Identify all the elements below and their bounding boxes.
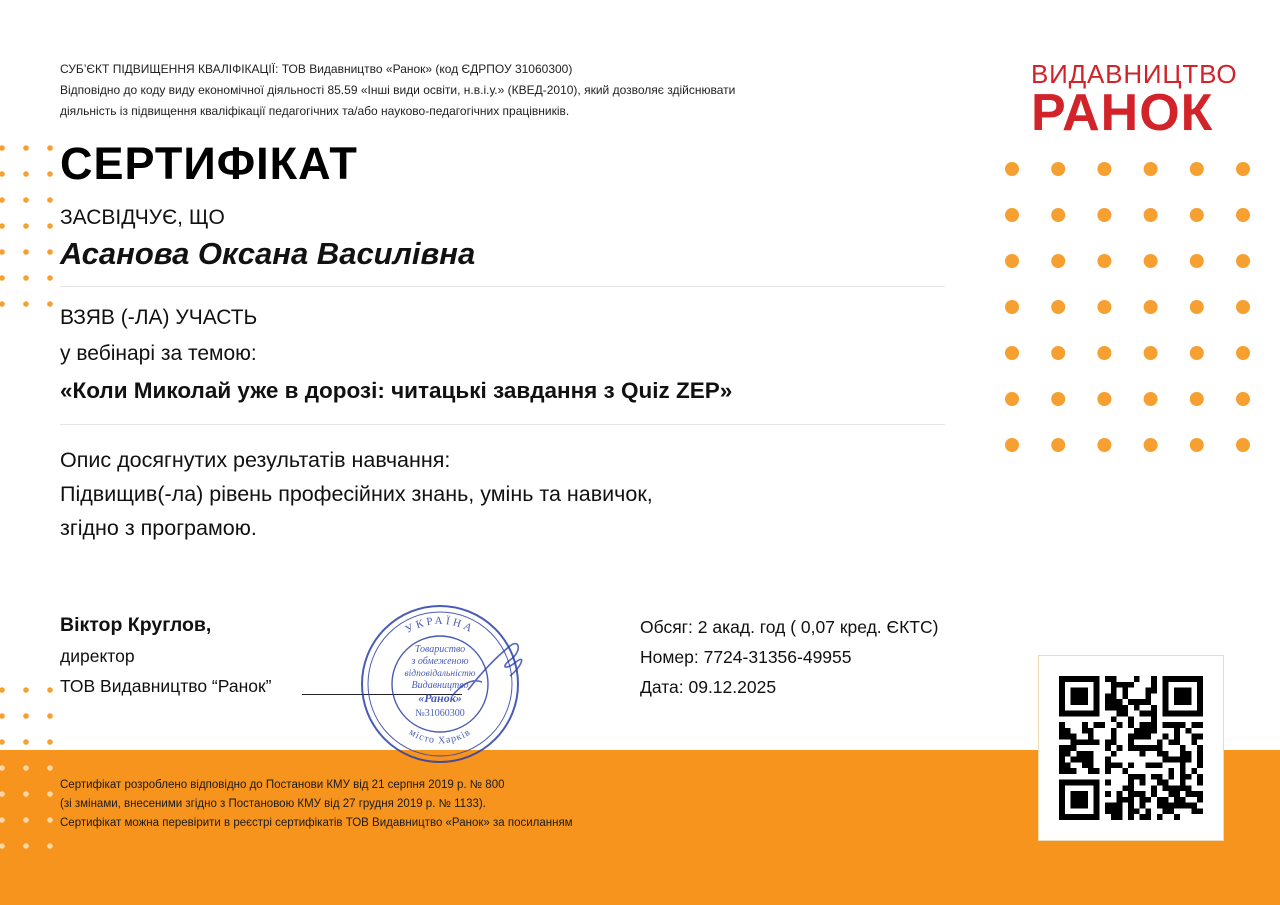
footer-line: Сертифікат можна перевірити в реєстрі сертифікатів ТОВ Видавництво «Ранок» за посиланням: [60, 817, 573, 829]
decorative-dot: [23, 249, 29, 255]
decorative-dot: [1236, 208, 1250, 222]
decorative-dot: [47, 223, 53, 229]
decorative-dot: [1051, 162, 1065, 176]
decorative-dot: [1190, 208, 1204, 222]
stamp-line: Товариство: [414, 644, 466, 655]
decorative-dot: [1005, 346, 1019, 360]
decorative-dot: [23, 223, 29, 229]
decorative-dot: [23, 197, 29, 203]
decorative-dot: [1051, 392, 1065, 406]
decorative-dot: [1144, 162, 1158, 176]
decorative-dot: [1190, 392, 1204, 406]
decorative-dot: [1005, 300, 1019, 314]
decorative-dot: [1190, 346, 1204, 360]
decorative-dot: [1051, 438, 1065, 452]
recipient-name: Асанова Оксана Василівна: [60, 236, 476, 271]
decorative-dot: [47, 249, 53, 255]
decorative-dot: [1051, 300, 1065, 314]
legal-line: діяльність із підвищення кваліфікації педагогічних та/або науково-педагогічних працівників.: [60, 104, 570, 118]
date-text: Дата: 09.12.2025: [640, 677, 777, 697]
decorative-dot: [47, 171, 53, 177]
publisher-logo: [1031, 59, 1238, 142]
stamp-line: Видавництво: [411, 680, 469, 691]
stamp-city-text: місто Харків: [407, 726, 473, 747]
decorative-dot: [1051, 208, 1065, 222]
decorative-dot: [0, 197, 5, 203]
decorative-dot: [1236, 162, 1250, 176]
certificate-details: [640, 612, 938, 702]
decorative-dot: [23, 301, 29, 307]
decorative-dot: [1097, 346, 1111, 360]
decorative-dot: [0, 687, 5, 693]
qr-code[interactable]: [1059, 676, 1203, 820]
signer-role: директор: [60, 646, 135, 666]
volume-text: Обсяг: 2 акад. год ( 0,07 кред. ЄКТС): [640, 617, 939, 637]
decorative-dot: [1097, 254, 1111, 268]
decorative-dot: [1144, 438, 1158, 452]
decorative-dot: [1051, 254, 1065, 268]
decorative-dot: [1005, 162, 1019, 176]
decorative-dot: [1051, 346, 1065, 360]
decorative-dot: [1144, 392, 1158, 406]
stamp-line: з обмеженою: [411, 656, 469, 667]
footer-line: (зі змінами, внесеними згідно з Постановою КМУ від 27 грудня 2019 р. № 1133).: [60, 798, 486, 810]
signer-org: ТОВ Видавництво “Ранок”: [60, 676, 272, 696]
webinar-label: у вебінарі за темою:: [60, 342, 257, 365]
decorative-dot: [1097, 392, 1111, 406]
decorative-dot: [1144, 254, 1158, 268]
results-line: Підвищив(-ла) рівень професійних знань, умінь та навичок,: [60, 482, 653, 506]
official-stamp: [350, 598, 530, 764]
number-text: Номер: 7724-31356-49955: [640, 647, 852, 667]
decorative-dot: [1190, 438, 1204, 452]
decorative-dot: [0, 171, 5, 177]
decorative-dot: [47, 145, 53, 151]
decorative-dot: [1190, 162, 1204, 176]
decorative-dot: [47, 275, 53, 281]
decorative-dot: [1005, 392, 1019, 406]
decorative-dot: [1097, 208, 1111, 222]
decorative-dot: [0, 739, 5, 745]
stamp-line: №31060300: [415, 708, 465, 719]
signer-name: Віктор Круглов,: [60, 614, 212, 636]
stamp-line: відповідальністю: [404, 669, 476, 679]
decorative-dot: [0, 145, 5, 151]
decorative-dot: [23, 687, 29, 693]
decorative-dot: [47, 687, 53, 693]
decorative-dot: [23, 713, 29, 719]
decorative-dot: [47, 197, 53, 203]
footer-line: Сертифікат розроблено відповідно до Постанови КМУ від 21 серпня 2019 р. № 800: [60, 779, 505, 791]
decorative-dot: [1236, 254, 1250, 268]
decorative-dot: [23, 171, 29, 177]
decorative-dot: [1005, 438, 1019, 452]
decorative-dot: [0, 301, 5, 307]
decorative-dot: [0, 713, 5, 719]
decorative-dot: [23, 275, 29, 281]
decorative-dot: [1236, 392, 1250, 406]
stamp-line: «Ранок»: [418, 691, 462, 705]
results-line: Опис досягнутих результатів навчання:: [60, 448, 451, 472]
divider: [60, 286, 945, 287]
decorative-dot: [1236, 438, 1250, 452]
took-part-label: ВЗЯВ (-ЛА) УЧАСТЬ: [60, 306, 258, 329]
footer-legal: [60, 776, 573, 833]
decorative-dot: [1097, 162, 1111, 176]
certifies-label: ЗАСВІДЧУЄ, ЩО: [60, 206, 225, 229]
stamp-country-text: УКРАЇНА: [403, 614, 477, 636]
decorative-dot: [1097, 438, 1111, 452]
decorative-dot: [1236, 300, 1250, 314]
decorative-dot: [1005, 208, 1019, 222]
decorative-dot: [1097, 300, 1111, 314]
decorative-dot: [1236, 346, 1250, 360]
decorative-dot: [47, 739, 53, 745]
decorative-dot: [1144, 208, 1158, 222]
learning-results: [60, 443, 653, 545]
qr-code-frame: [1038, 655, 1224, 841]
certificate-title: СЕРТИФІКАТ: [60, 138, 358, 189]
logo-top-text: ВИДАВНИЦТВО: [1031, 59, 1238, 89]
legal-header: [60, 59, 820, 122]
decorative-dot: [0, 249, 5, 255]
decorative-dot: [1190, 300, 1204, 314]
decorative-dot: [0, 223, 5, 229]
decorative-dot: [23, 145, 29, 151]
decorative-dot: [23, 739, 29, 745]
decorative-dot: [47, 713, 53, 719]
decorative-dot: [1144, 346, 1158, 360]
decorative-dot: [1005, 254, 1019, 268]
legal-line: СУБ’ЄКТ ПІДВИЩЕННЯ КВАЛІФІКАЦІЇ: ТОВ Видавництво «Ранок» (код ЄДРПОУ 31060300): [60, 62, 573, 76]
decorative-dot: [0, 275, 5, 281]
legal-line: Відповідно до коду виду економічної діяльності 85.59 «Інші види освіти, н.в.і.у.» (КВЕД-2010), який дозволяє здійснювати: [60, 83, 736, 97]
decorative-dot: [47, 301, 53, 307]
webinar-topic: «Коли Миколай уже в дорозі: читацькі завдання з Quiz ZEP»: [60, 378, 733, 403]
logo-main-text: РАНОК: [1031, 84, 1214, 142]
divider: [60, 424, 945, 425]
decorative-dot: [1190, 254, 1204, 268]
results-line: згідно з програмою.: [60, 516, 257, 540]
decorative-dot: [1144, 300, 1158, 314]
